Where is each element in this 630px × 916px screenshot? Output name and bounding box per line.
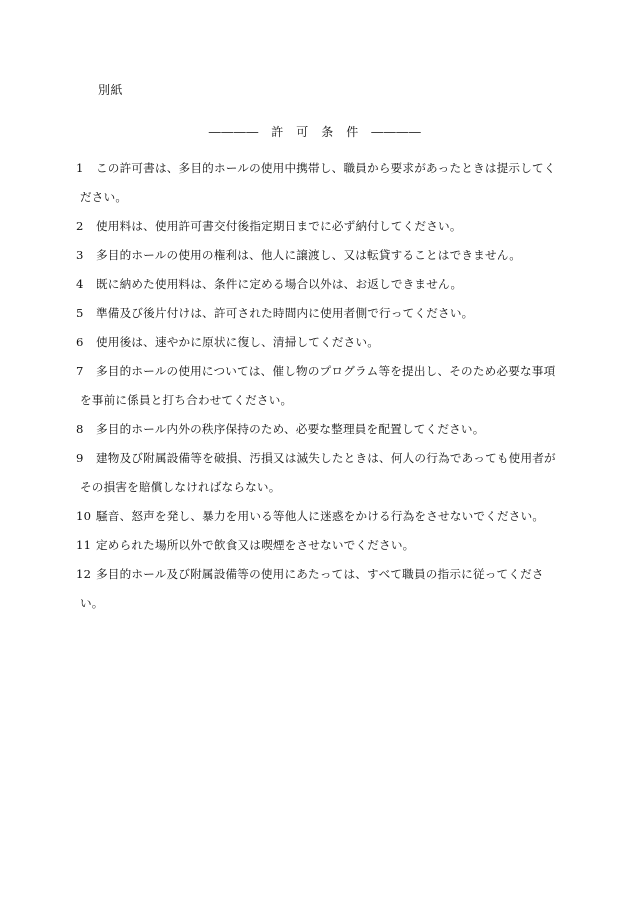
- condition-line: 騒音、怒声を発し、暴力を用いる等他人に迷惑をかける行為をさせないでください。: [96, 509, 545, 523]
- condition-item: [76, 241, 556, 270]
- condition-number: 2: [76, 219, 84, 233]
- condition-line: 多目的ホールの使用については、催し物のプログラム等を提出し、そのため必要な事項: [96, 364, 556, 378]
- condition-item: [76, 154, 556, 212]
- condition-text: [76, 154, 556, 212]
- title-text: ―――― 許 可 条 件 ――――: [208, 125, 422, 139]
- condition-line: 建物及び附属設備等を破損、汚損又は滅失したときは、何人の行為であっても使用者が: [96, 451, 556, 465]
- condition-line: 多目的ホール内外の秩序保持のため、必要な整理員を配置してください。: [96, 422, 485, 436]
- condition-text: [76, 560, 556, 618]
- condition-text: [76, 270, 556, 299]
- condition-number: 8: [76, 422, 84, 436]
- condition-line: 準備及び後片付けは、許可された時間内に使用者側で行ってください。: [96, 306, 474, 320]
- condition-line: この許可書は、多目的ホールの使用中携帯し、職員から要求があったときは提示してく: [96, 161, 556, 175]
- condition-line: 多目的ホール及び附属設備等の使用にあたっては、すべて職員の指示に従ってくださ: [96, 567, 544, 581]
- condition-item: [76, 357, 556, 415]
- condition-number: 6: [76, 335, 84, 349]
- condition-line: 使用料は、使用許可書交付後指定期日までに必ず納付してください。: [96, 219, 462, 233]
- condition-text: [76, 444, 556, 502]
- condition-number: 3: [76, 248, 84, 262]
- condition-line: 多目的ホールの使用の権利は、他人に譲渡し、又は転貸することはできません。: [96, 248, 522, 262]
- condition-text: [76, 502, 556, 531]
- condition-line: 使用後は、速やかに原状に復し、清掃してください。: [96, 335, 380, 349]
- condition-text: [76, 328, 556, 357]
- condition-text: [76, 241, 556, 270]
- attachment-label: 別紙: [98, 83, 124, 97]
- condition-text: [76, 299, 556, 328]
- condition-text: [76, 212, 556, 241]
- condition-item: [76, 212, 556, 241]
- condition-item: [76, 502, 556, 531]
- condition-item: [76, 560, 556, 618]
- condition-line: その損害を賠償しなければならない。: [80, 480, 281, 494]
- document-title: [0, 124, 630, 140]
- condition-number: 7: [76, 364, 84, 378]
- condition-text: [76, 531, 556, 560]
- condition-item: [76, 444, 556, 502]
- condition-number: 5: [76, 306, 84, 320]
- condition-line: 定められた場所以外で飲食又は喫煙をさせないでください。: [96, 538, 415, 552]
- condition-item: [76, 415, 556, 444]
- condition-number: 4: [76, 277, 84, 291]
- condition-number: 12: [76, 567, 92, 581]
- condition-line: い。: [80, 596, 104, 610]
- condition-number: 9: [76, 451, 84, 465]
- condition-item: [76, 328, 556, 357]
- condition-line: 既に納めた使用料は、条件に定める場合以外は、お返しできません。: [96, 277, 463, 291]
- condition-text: [76, 415, 556, 444]
- condition-text: [76, 357, 556, 415]
- conditions-list: [76, 154, 556, 618]
- condition-item: [76, 531, 556, 560]
- condition-number: 10: [76, 509, 92, 523]
- condition-line: ださい。: [80, 190, 128, 204]
- condition-item: [76, 299, 556, 328]
- condition-item: [76, 270, 556, 299]
- condition-line: を事前に係員と打ち合わせてください。: [80, 393, 293, 407]
- condition-number: 11: [76, 538, 92, 552]
- condition-number: 1: [76, 161, 84, 175]
